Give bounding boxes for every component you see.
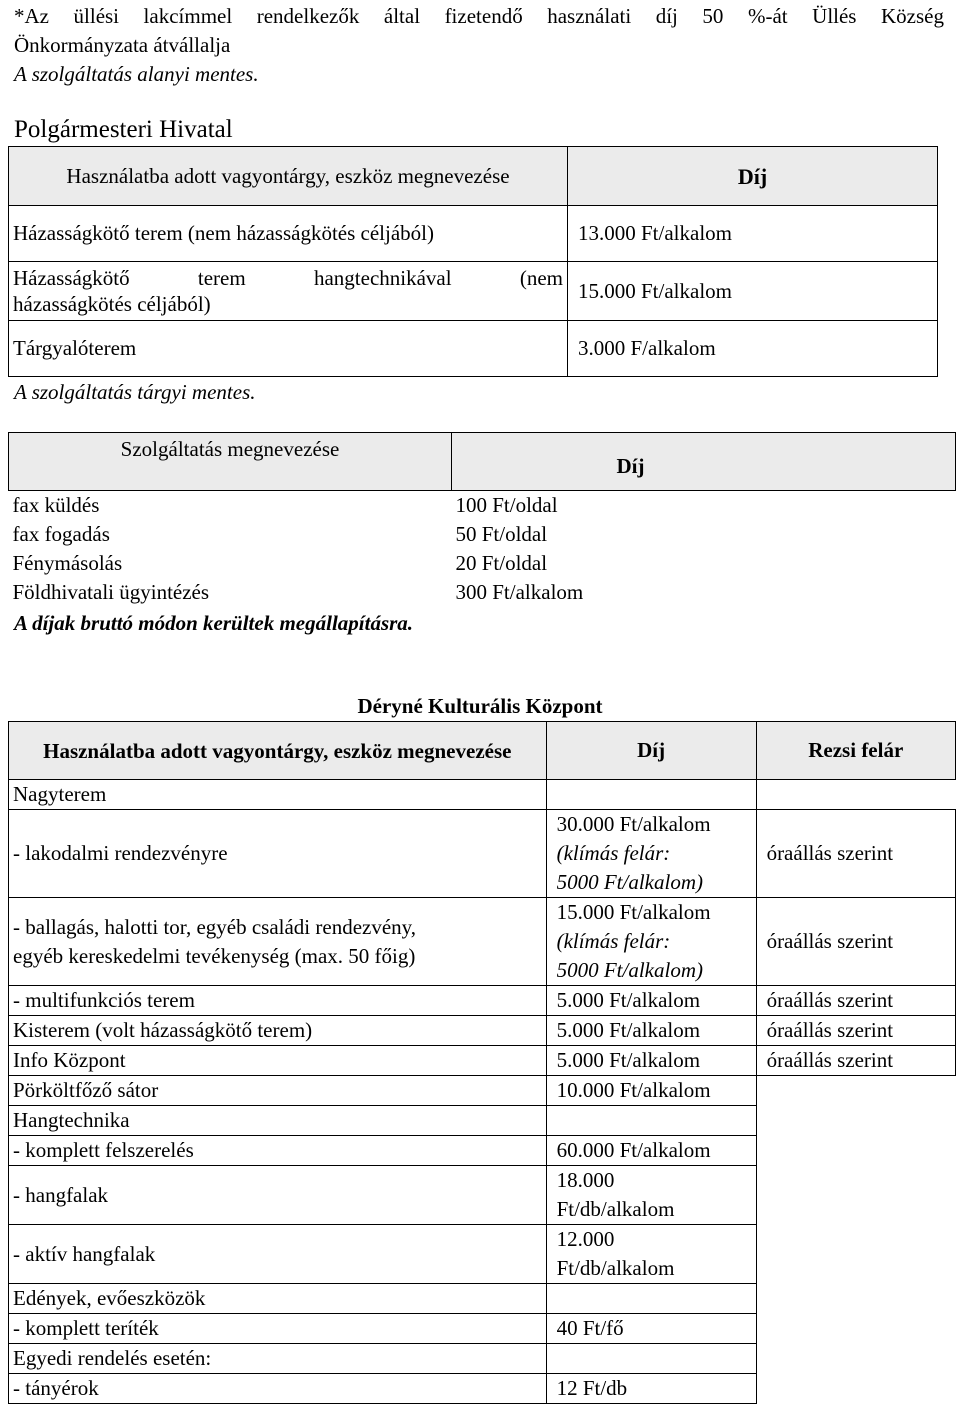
header-fee-cell	[568, 147, 938, 206]
row-extra: óraállás szerint	[756, 1016, 955, 1046]
row-name: - lakodalmi rendezvényre	[9, 810, 547, 898]
row-name: Házasságkötő terem (nem házasságkötés céljából)	[9, 206, 568, 262]
row-extra	[756, 1136, 955, 1166]
table-row	[9, 1076, 956, 1106]
table-row	[9, 262, 938, 321]
row-fee-line-2: Ft/db/alkalom	[556, 1197, 675, 1221]
row-name	[9, 898, 547, 986]
table-header-row	[9, 722, 956, 780]
table-row	[9, 780, 956, 810]
row-name-line-2: egyéb kereskedelmi tevékenység (max. 50 főig)	[13, 943, 416, 968]
row-extra	[756, 1344, 955, 1374]
intro-line-1: *Az üllési lakcímmel rendelkezők által fizetendő használati díj 50 %-át Üllés Község	[14, 4, 944, 28]
table-row	[9, 898, 956, 986]
row-fee: 50 Ft/oldal	[455, 522, 548, 546]
header-fee-text: Díj	[737, 163, 768, 189]
row-extra: óraállás szerint	[756, 898, 955, 986]
header-fee-cell	[546, 722, 756, 780]
table-row	[9, 986, 956, 1016]
table-header-row	[9, 147, 938, 206]
table-row	[9, 321, 938, 377]
header-name-cell	[9, 722, 547, 780]
row-fee-main: 15.000 Ft/alkalom	[556, 900, 711, 924]
row-fee: 100 Ft/oldal	[455, 493, 558, 517]
row-fee: 20 Ft/oldal	[455, 551, 548, 575]
header-name-text: Szolgáltatás megnevezése	[120, 437, 340, 461]
row-fee: 5.000 Ft/alkalom	[546, 986, 756, 1016]
row-fee-note-1: (klímás felár:	[556, 929, 671, 953]
row-name: fax fogadás	[12, 522, 110, 546]
row-name: - komplett felszerelés	[9, 1136, 547, 1166]
header-name-text: Használatba adott vagyontárgy, eszköz megnevezése	[66, 163, 510, 188]
row-extra	[756, 780, 955, 810]
row-name: Edények, evőeszközök	[9, 1284, 547, 1314]
intro-line-3: A szolgáltatás alanyi mentes.	[14, 62, 259, 86]
row-fee-line-1: 12.000	[556, 1227, 615, 1251]
row-name: Földhivatali ügyintézés	[12, 580, 210, 604]
row-fee: 3.000 F/alkalom	[568, 321, 938, 377]
header-name-cell	[9, 433, 452, 491]
row-fee-note-2: 5000 Ft/alkalom)	[556, 958, 703, 982]
row-fee	[546, 1284, 756, 1314]
row-name: fax küldés	[12, 493, 100, 517]
table-row	[9, 1136, 956, 1166]
table-row	[9, 578, 956, 607]
table-row	[9, 520, 956, 549]
row-fee: 60.000 Ft/alkalom	[546, 1136, 756, 1166]
row-fee: 40 Ft/fő	[546, 1314, 756, 1344]
row-fee: 13.000 Ft/alkalom	[568, 206, 938, 262]
row-fee: 300 Ft/alkalom	[455, 580, 584, 604]
row-name: - aktív hangfalak	[9, 1225, 547, 1284]
row-extra	[756, 1166, 955, 1225]
row-extra	[756, 1076, 955, 1106]
row-name: Fénymásolás	[12, 551, 123, 575]
row-name: Info Központ	[9, 1046, 547, 1076]
row-name: Pörköltfőző sátor	[9, 1076, 547, 1106]
row-extra	[756, 1225, 955, 1284]
header-name-cell	[9, 147, 568, 206]
table-row	[9, 1225, 956, 1284]
row-fee: 5.000 Ft/alkalom	[546, 1046, 756, 1076]
services-table	[8, 432, 956, 607]
table-row	[9, 549, 956, 578]
header-extra-cell	[756, 722, 955, 780]
table-row	[9, 1344, 956, 1374]
services-note: A díjak bruttó módon kerültek megállapításra.	[14, 611, 414, 635]
row-name: Tárgyalóterem	[9, 321, 568, 377]
row-fee	[546, 898, 756, 986]
table-row	[9, 1314, 956, 1344]
table-row	[9, 1106, 956, 1136]
row-fee-note-1: (klímás felár:	[556, 841, 671, 865]
table-row	[9, 1016, 956, 1046]
row-extra	[756, 1314, 955, 1344]
row-name: Nagyterem	[9, 780, 547, 810]
row-name: Kisterem (volt házasságkötő terem)	[9, 1016, 547, 1046]
row-extra: óraállás szerint	[756, 986, 955, 1016]
row-fee: 15.000 Ft/alkalom	[568, 262, 938, 321]
header-extra-text: Rezsi felár	[808, 738, 904, 762]
row-name: - tányérok	[9, 1374, 547, 1404]
kultura-table	[8, 721, 956, 1404]
row-fee-line-1: 18.000	[556, 1168, 615, 1192]
row-fee: 10.000 Ft/alkalom	[546, 1076, 756, 1106]
row-fee	[546, 780, 756, 810]
intro-text	[14, 2, 944, 89]
table-row	[9, 1284, 956, 1314]
row-name: Hangtechnika	[9, 1106, 547, 1136]
header-fee-text: Díj	[616, 454, 645, 478]
row-fee	[546, 1225, 756, 1284]
row-fee	[546, 1344, 756, 1374]
row-fee-line-2: Ft/db/alkalom	[556, 1256, 675, 1280]
row-fee: 5.000 Ft/alkalom	[546, 1016, 756, 1046]
row-fee	[546, 1166, 756, 1225]
row-fee	[546, 810, 756, 898]
row-fee-main: 30.000 Ft/alkalom	[556, 812, 711, 836]
row-fee: 12 Ft/db	[546, 1374, 756, 1404]
row-name: - komplett teríték	[9, 1314, 547, 1344]
table-row	[9, 206, 938, 262]
row-fee	[546, 1106, 756, 1136]
row-name: - hangfalak	[9, 1166, 547, 1225]
row-extra	[756, 1284, 955, 1314]
row-name-line-1: - ballagás, halotti tor, egyéb családi rendezvény,	[13, 914, 417, 939]
row-extra: óraállás szerint	[756, 1046, 955, 1076]
table-row	[9, 1166, 956, 1225]
table-row	[9, 491, 956, 521]
table-row	[9, 1046, 956, 1076]
row-name	[9, 262, 568, 321]
header-fee-text: Díj	[637, 738, 666, 762]
row-name-line-1: Házasságkötő terem hangtechnikával (nem	[13, 266, 563, 290]
hivatal-note: A szolgáltatás tárgyi mentes.	[14, 380, 256, 404]
table-row	[9, 810, 956, 898]
table-header-row	[9, 433, 956, 491]
row-fee-note-2: 5000 Ft/alkalom)	[556, 870, 703, 894]
hivatal-title: Polgármesteri Hivatal	[14, 116, 233, 143]
row-name-line-2: házasságkötés céljából)	[13, 292, 211, 316]
row-extra	[756, 1106, 955, 1136]
row-name: Egyedi rendelés esetén:	[9, 1344, 547, 1374]
row-extra: óraállás szerint	[756, 810, 955, 898]
intro-line-2: Önkormányzata átvállalja	[14, 33, 231, 57]
kultura-title: Déryné Kulturális Központ	[357, 694, 603, 718]
header-name-text: Használatba adott vagyontárgy, eszköz megnevezése	[43, 738, 512, 763]
row-name: - multifunkciós terem	[9, 986, 547, 1016]
hivatal-table	[8, 146, 938, 377]
header-fee-cell	[452, 433, 956, 491]
